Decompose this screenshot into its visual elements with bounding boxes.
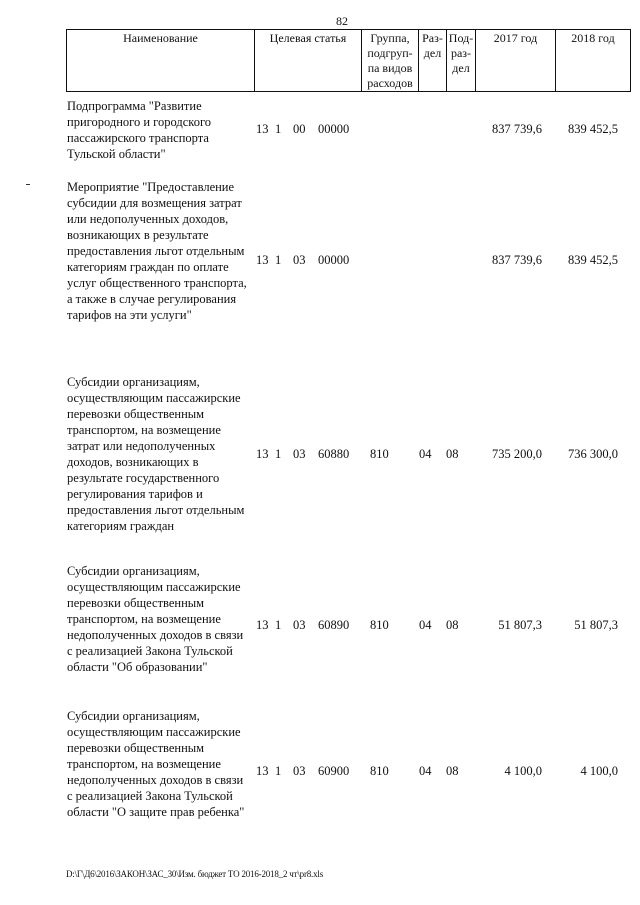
row-target-tp: 13 bbox=[256, 618, 269, 632]
row-target-pg: 1 bbox=[275, 122, 282, 136]
header-subsection-line: дел bbox=[452, 61, 470, 75]
row-target-code: 60880 bbox=[318, 447, 350, 461]
row-value-2018: 736 300,0 bbox=[568, 447, 618, 461]
header-year-2018: 2018 год bbox=[556, 30, 631, 92]
row-subsection: 08 bbox=[446, 618, 459, 632]
header-group-line: Группа, bbox=[370, 31, 410, 45]
row-group: 810 bbox=[370, 447, 389, 461]
row-section: 04 bbox=[419, 764, 432, 778]
header-subsection-line: Под- bbox=[448, 31, 474, 45]
row-group: 810 bbox=[370, 764, 389, 778]
row-value-2017: 837 739,6 bbox=[492, 122, 542, 136]
row-target-main: 00 bbox=[293, 122, 306, 136]
row-name: Субсидии организациям, осуществляющим пассажирские перевозки общественным транспортом, на возмещение затрат или недополученных доходов, возникающих в результате государственного регулирования тарифов и предоставления льгот отдельным категориям граждан bbox=[67, 375, 245, 533]
row-target-tp: 13 bbox=[256, 447, 269, 461]
row-value-2018: 51 807,3 bbox=[574, 618, 618, 632]
row-subsection: 08 bbox=[446, 447, 459, 461]
row-target-pg: 1 bbox=[275, 618, 282, 632]
header-year-2017: 2017 год bbox=[476, 30, 556, 92]
row-target-main: 03 bbox=[293, 447, 306, 461]
page-number: 82 bbox=[336, 14, 348, 28]
row-target-tp: 13 bbox=[256, 253, 269, 267]
row-target-code: 60900 bbox=[318, 764, 350, 778]
row-target-tp: 13 bbox=[256, 764, 269, 778]
row-target-pg: 1 bbox=[275, 447, 282, 461]
header-group-line: расходов bbox=[367, 76, 413, 90]
row-value-2017: 4 100,0 bbox=[504, 764, 542, 778]
table-header bbox=[66, 29, 631, 92]
header-target: Целевая статья bbox=[255, 30, 362, 92]
row-name: Мероприятие "Предоставление субсидии для возмещения затрат или недополученных доходов, возникающих в результате предоставления льгот отдельным категориям граждан по оплате услуг общественного транспорта, а также в случае регулирования тарифов на эти услуги" bbox=[67, 180, 247, 322]
header-section bbox=[419, 30, 447, 92]
header-section-line: Раз- bbox=[422, 31, 443, 45]
header-name: Наименование bbox=[67, 30, 255, 92]
row-target-code: 00000 bbox=[318, 253, 350, 267]
row-section: 04 bbox=[419, 618, 432, 632]
footer-file-path: D:\Г\Д6\2016\ЗАКОН\ЗАС_30\Изм. бюджет ТО 2016-2018_2 чт\pr8.xls bbox=[66, 869, 324, 879]
row-group: 810 bbox=[370, 618, 389, 632]
row-value-2017: 735 200,0 bbox=[492, 447, 542, 461]
row-section: 04 bbox=[419, 447, 432, 461]
header-group bbox=[362, 30, 419, 92]
header-group-line: подгруп- bbox=[367, 46, 413, 60]
header-section-line: дел bbox=[423, 46, 442, 60]
row-value-2017: 837 739,6 bbox=[492, 253, 542, 267]
row-target-main: 03 bbox=[293, 618, 306, 632]
scan-mark bbox=[26, 184, 30, 185]
row-name: Субсидии организациям, осуществляющим пассажирские перевозки общественным транспортом, на возмещение недополученных доходов в связи с реализацией Закона Тульской области "О защите прав ребенка" bbox=[67, 709, 245, 819]
row-subsection: 08 bbox=[446, 764, 459, 778]
row-target-pg: 1 bbox=[275, 253, 282, 267]
header-subsection bbox=[447, 30, 476, 92]
row-target-main: 03 bbox=[293, 764, 306, 778]
row-name: Субсидии организациям, осуществляющим пассажирские перевозки общественным транспортом, на возмещение недополученных доходов в связи с реализацией Закона Тульской области "Об образовании" bbox=[67, 564, 244, 674]
row-value-2018: 839 452,5 bbox=[568, 122, 618, 136]
row-target-code: 60890 bbox=[318, 618, 350, 632]
row-name: Подпрограмма "Развитие пригородного и городского пассажирского транспорта Тульской области" bbox=[67, 99, 212, 161]
row-value-2018: 4 100,0 bbox=[580, 764, 618, 778]
row-target-pg: 1 bbox=[275, 764, 282, 778]
header-subsection-line: раз- bbox=[450, 46, 472, 60]
row-target-code: 00000 bbox=[318, 122, 350, 136]
header-group-line: па видов bbox=[367, 61, 413, 75]
row-value-2018: 839 452,5 bbox=[568, 253, 618, 267]
row-target-tp: 13 bbox=[256, 122, 269, 136]
row-target-main: 03 bbox=[293, 253, 306, 267]
row-value-2017: 51 807,3 bbox=[498, 618, 542, 632]
